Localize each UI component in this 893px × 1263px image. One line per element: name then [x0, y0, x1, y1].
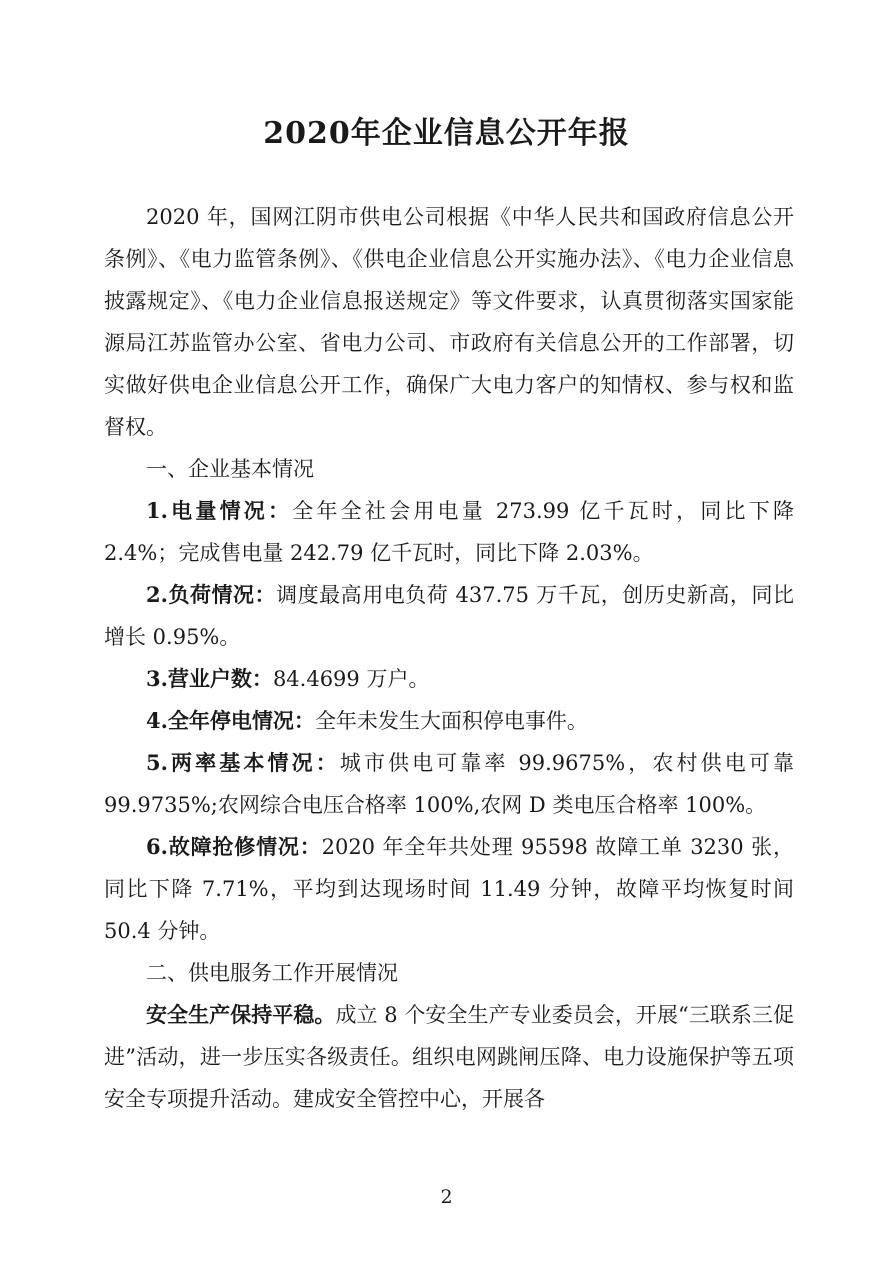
intro-paragraph: 2020 年，国网江阴市供电公司根据《中华人民共和国政府信息公开条例》、《电力监管条例》、《供电企业信息公开实施办法》、《电力企业信息披露规定》、《电力企业信息报送规定》等文件要求，认真贯彻落实国家能源局江苏监管办公室、省电力公司、市政府有关信息公开的工作部署，切实做好供电企业信息公开工作，确保广大电力客户的知情权、参与权和监督权。	[104, 205, 794, 439]
item-lead: 2.负荷情况：	[146, 582, 277, 607]
item-customers	[104, 658, 794, 700]
item-text: 调度最高用电负荷 437.75 万千瓦，创历史新高，同比增长 0.95%。	[104, 583, 794, 649]
item-load	[104, 574, 794, 658]
item-lead: 6.故障抢修情况：	[146, 834, 322, 859]
item-lead: 3.营业户数：	[146, 666, 273, 691]
section-heading-basic-info: 一、企业基本情况	[146, 457, 314, 481]
document-title: 2020年企业信息公开年报	[263, 116, 630, 151]
document-body	[104, 196, 794, 1120]
item-text: 全年全社会用电量 273.99 亿千瓦时，同比下降 2.4%；完成售电量 242.79 亿千瓦时，同比下降 2.03%。	[104, 499, 794, 565]
item-lead: 1.电量情况：	[146, 498, 293, 523]
safety-paragraph	[104, 994, 794, 1120]
item-fault-repair	[104, 826, 794, 952]
page-number: 2	[440, 1186, 453, 1208]
item-electricity	[104, 490, 794, 574]
section-heading-service-work: 二、供电服务工作开展情况	[146, 961, 398, 985]
item-text: 全年未发生大面积停电事件。	[314, 709, 588, 733]
safety-lead: 安全生产保持平稳。	[146, 1002, 336, 1027]
item-lead: 4.全年停电情况：	[146, 708, 315, 733]
safety-text: 成立 8 个安全生产专业委员会，开展“三联系三促进”活动，进一步压实各级责任。组织电网跳闸压降、电力设施保护等五项安全专项提升活动。建成安全管控中心，开展各	[104, 1003, 794, 1111]
item-lead: 5.两率基本情况：	[146, 750, 340, 775]
item-text: 城市供电可靠率 99.9675%，农村供电可靠 99.9735%;农网综合电压合格率 100%,农网 D 类电压合格率 100%。	[104, 751, 794, 817]
item-reliability-rates	[104, 742, 794, 826]
item-text: 2020 年全年共处理 95598 故障工单 3230 张，同比下降 7.71%，平均到达现场时间 11.49 分钟，故障平均恢复时间 50.4 分钟。	[104, 835, 794, 943]
item-outages	[104, 700, 794, 742]
item-text: 84.4699 万户。	[272, 667, 430, 691]
